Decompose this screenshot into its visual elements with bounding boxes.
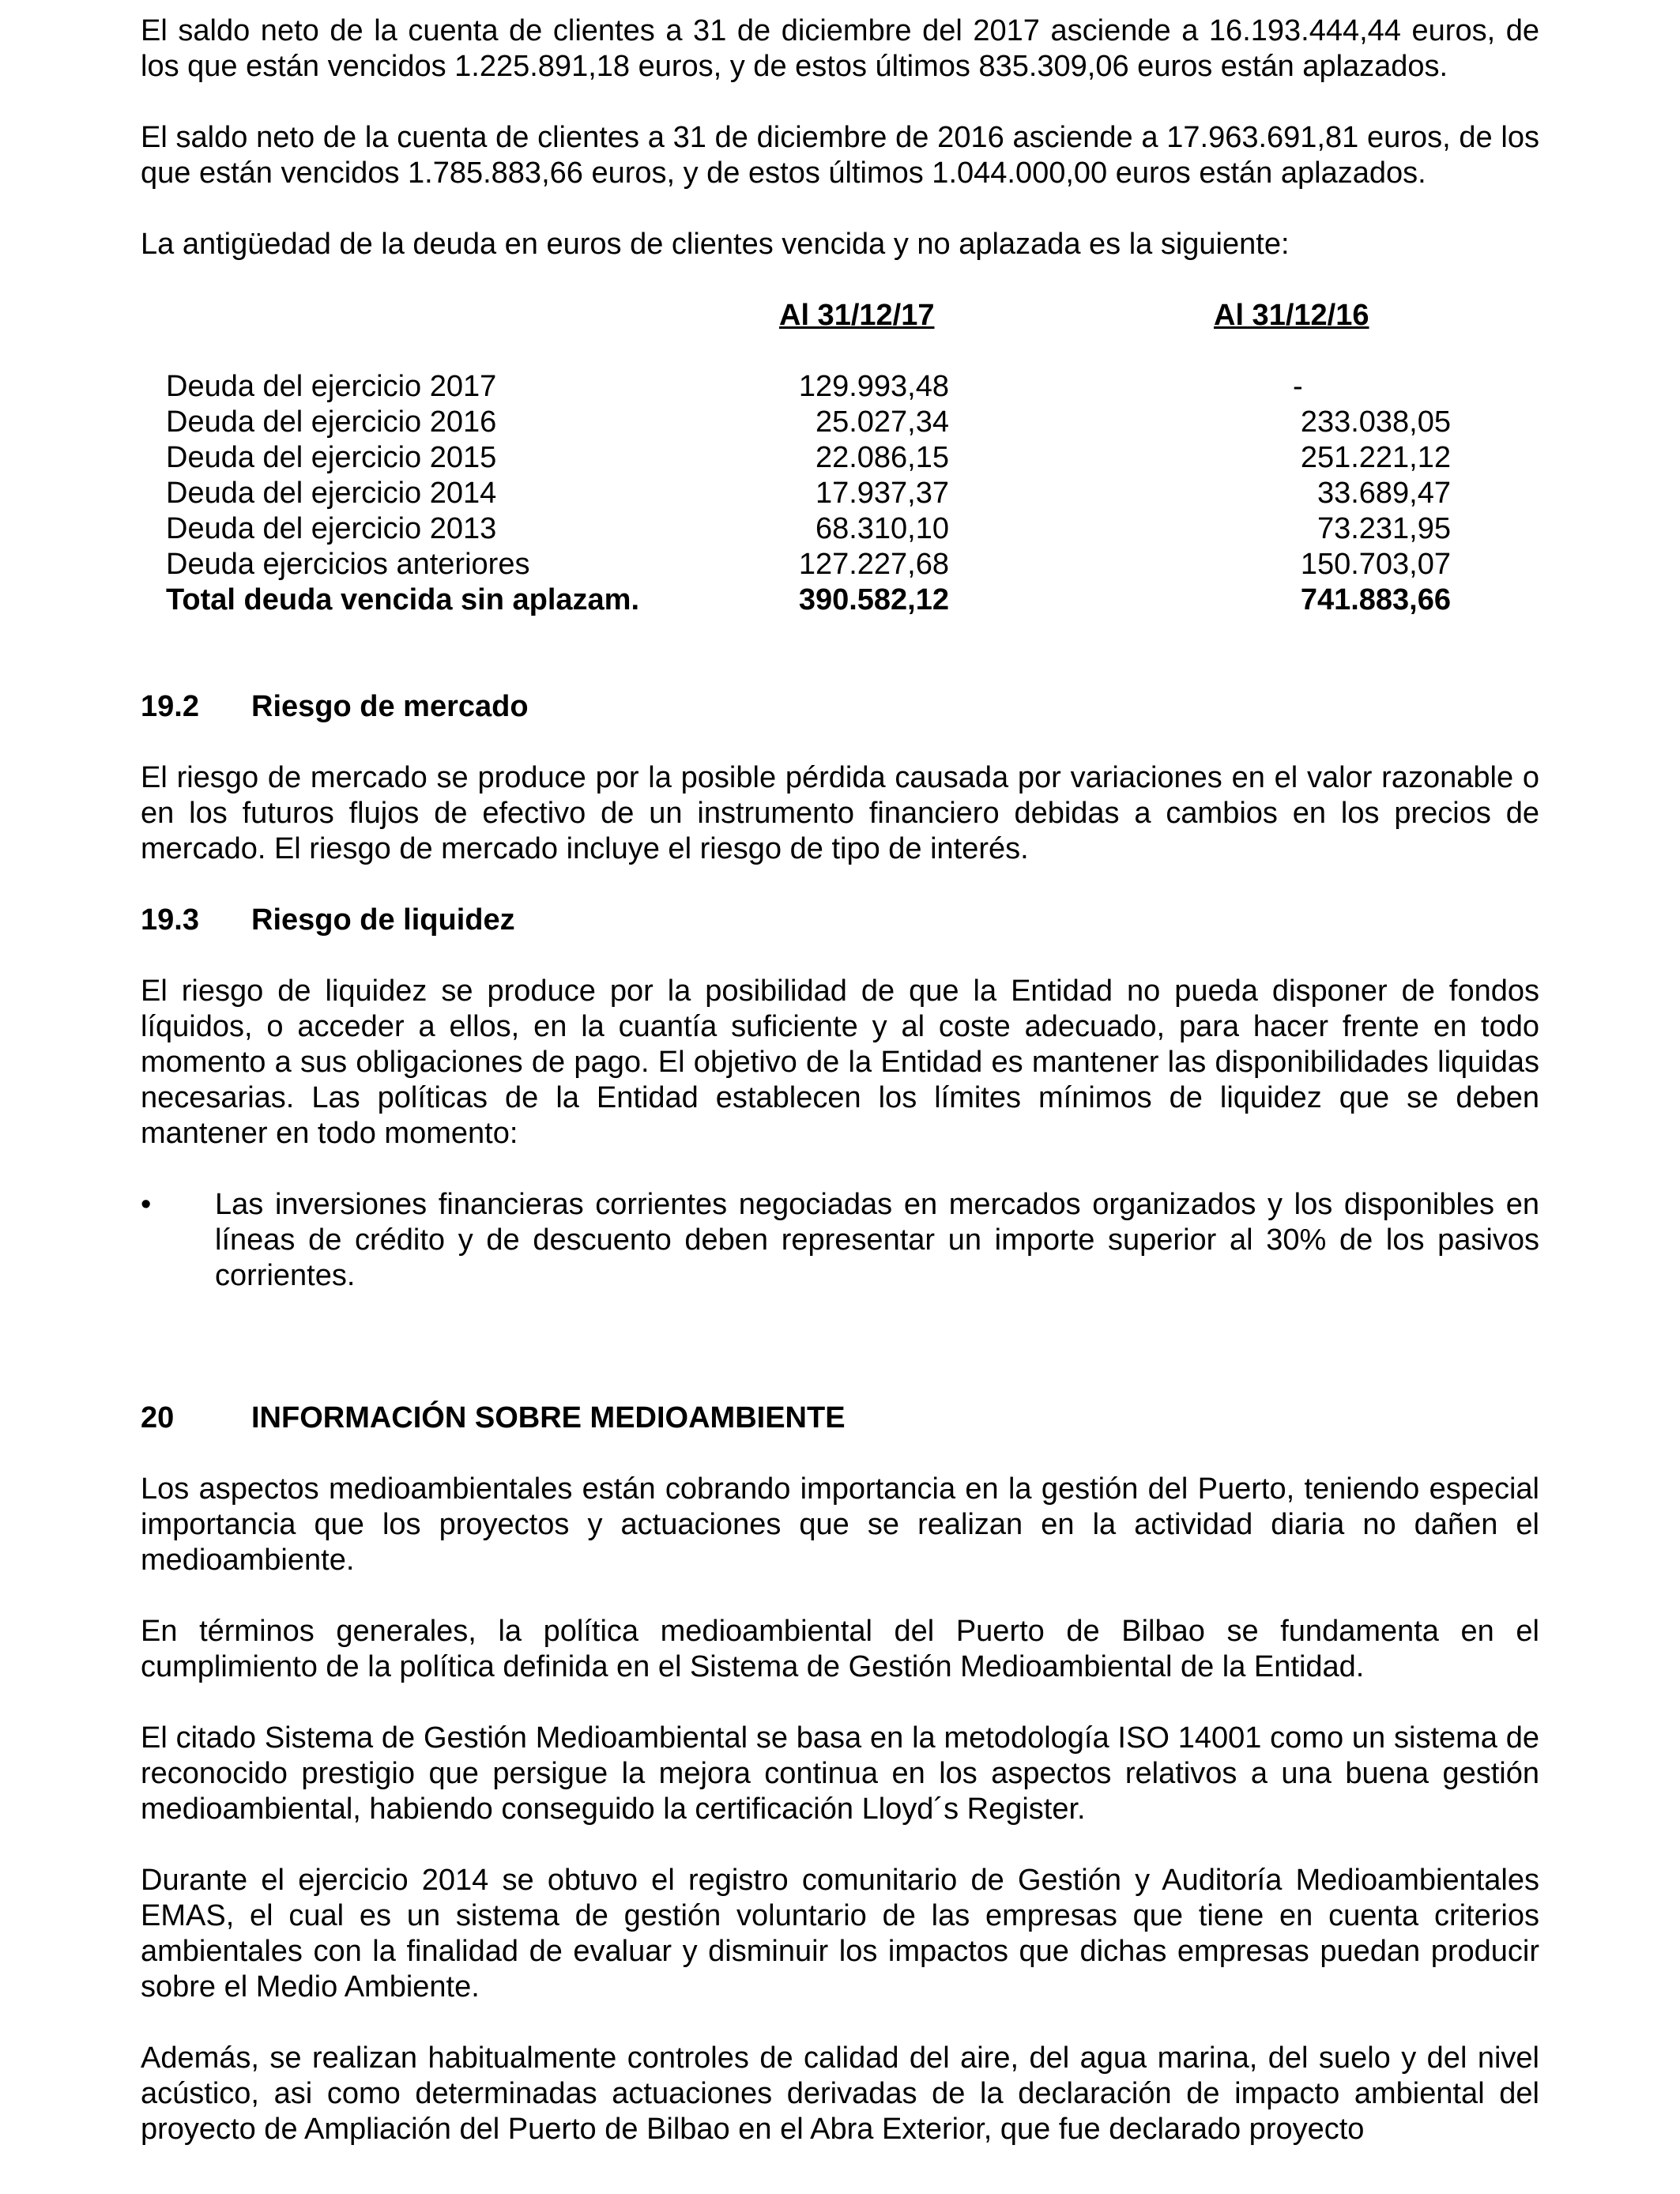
row-label: Deuda del ejercicio 2016 xyxy=(166,405,497,439)
section-heading-19-2 xyxy=(141,689,1539,725)
header-al-31-12-16: Al 31/12/16 xyxy=(1214,299,1369,332)
paragraph-medioambiente-2: En términos generales, la política medioambiental del Puerto de Bilbao se fundamenta en el cumplimiento de la política definida en el Sistema de Gestión Medioambiental de la Entidad. xyxy=(141,1615,1539,1683)
row-value-2016: 73.231,95 xyxy=(1317,512,1451,545)
row-label: Deuda del ejercicio 2013 xyxy=(166,512,497,545)
row-value-2017: 17.937,37 xyxy=(815,477,949,510)
row-value-2016: 150.703,07 xyxy=(1300,548,1451,581)
section-title: INFORMACIÓN SOBRE MEDIOAMBIENTE xyxy=(251,1401,846,1434)
table-total-row xyxy=(166,582,1451,618)
bullet-text: Las inversiones financieras corrientes negociadas en mercados organizados y los disponibles en líneas de crédito y de descuento deben representar un importe superior al 30% de los pasivos corrientes. xyxy=(215,1188,1539,1292)
row-label: Deuda del ejercicio 2017 xyxy=(166,370,497,403)
paragraph-medioambiente-5: Además, se realizan habitualmente controles de calidad del aire, del agua marina, del suelo y del nivel acústico, asi como determinadas actuaciones derivadas de la declaración de impacto ambiental del proyecto de Ampliación del Puerto de Bilbao en el Abra Exterior, que fue declarado proyecto xyxy=(141,2041,1539,2146)
row-label: Deuda del ejercicio 2014 xyxy=(166,477,497,510)
paragraph-antiguedad-intro: La antigüedad de la deuda en euros de clientes vencida y no aplazada es la siguiente: xyxy=(141,228,1290,261)
row-value-2016: 33.689,47 xyxy=(1317,477,1451,510)
section-title: Riesgo de liquidez xyxy=(251,903,515,937)
table-row xyxy=(166,476,1451,511)
paragraph-medioambiente-1: Los aspectos medioambientales están cobrando importancia en la gestión del Puerto, teniendo especial importancia que los proyectos y actuaciones que se realizan en la actividad diaria no dañen el medioambiente. xyxy=(141,1472,1539,1577)
bullet-icon: • xyxy=(141,1188,152,1221)
table-row xyxy=(166,405,1451,440)
section-heading-20 xyxy=(141,1400,1539,1436)
paragraph-riesgo-liquidez: El riesgo de liquidez se produce por la posibilidad de que la Entidad no pueda disponer de fondos líquidos, o acceder a ellos, en la cuantía suficiente y al coste adecuado, para hacer frente en todo momento a sus obligaciones de pago. El objetivo de la Entidad es mantener las disponibilidades liquidas necesarias. Las políticas de la Entidad establecen los límites mínimos de liquidez que se deben mantener en todo momento: xyxy=(141,974,1539,1150)
total-value-2017: 390.582,12 xyxy=(798,583,949,616)
table-row xyxy=(166,511,1451,547)
row-label: Deuda ejercicios anteriores xyxy=(166,548,530,581)
document-page xyxy=(141,13,1539,2147)
aging-table-header xyxy=(166,298,1451,334)
paragraph-riesgo-mercado: El riesgo de mercado se produce por la posible pérdida causada por variaciones en el valor razonable o en los futuros flujos de efectivo de un instrumento financiero debidas a cambios en los precios de mercado. El riesgo de mercado incluye el riesgo de tipo de interés. xyxy=(141,761,1539,865)
section-number: 19.2 xyxy=(141,690,199,723)
row-value-2017: 127.227,68 xyxy=(798,548,949,581)
paragraph-clientes-2016: El saldo neto de la cuenta de clientes a 31 de diciembre de 2016 asciende a 17.963.691,81 euros, de los que están vencidos 1.785.883,66 euros, y de estos últimos 1.044.000,00 euros están aplazados. xyxy=(141,121,1539,190)
table-row xyxy=(166,369,1451,405)
section-number: 20 xyxy=(141,1401,175,1434)
row-value-2016: 251.221,12 xyxy=(1300,441,1451,474)
bullet-item xyxy=(141,1187,1539,1294)
row-label: Deuda del ejercicio 2015 xyxy=(166,441,497,474)
paragraph-clientes-2017: El saldo neto de la cuenta de clientes a 31 de diciembre del 2017 asciende a 16.193.444,44 euros, de los que están vencidos 1.225.891,18 euros, y de estos últimos 835.309,06 euros están aplazados. xyxy=(141,14,1539,83)
total-label: Total deuda vencida sin aplazam. xyxy=(166,583,640,616)
section-title: Riesgo de mercado xyxy=(251,690,529,723)
table-row xyxy=(166,440,1451,476)
table-row xyxy=(166,547,1451,582)
total-value-2016: 741.883,66 xyxy=(1300,583,1451,616)
header-al-31-12-17: Al 31/12/17 xyxy=(779,299,935,332)
row-value-2016: - xyxy=(1293,370,1303,403)
row-value-2016: 233.038,05 xyxy=(1300,405,1451,439)
row-value-2017: 22.086,15 xyxy=(815,441,949,474)
section-number: 19.3 xyxy=(141,903,199,937)
paragraph-medioambiente-3: El citado Sistema de Gestión Medioambiental se basa en la metodología ISO 14001 como un sistema de reconocido prestigio que persigue la mejora continua en los aspectos relativos a una buena gestión medioambiental, habiendo conseguido la certificación Lloyd´s Register. xyxy=(141,1721,1539,1826)
row-value-2017: 129.993,48 xyxy=(798,370,949,403)
aging-table xyxy=(166,298,1451,618)
row-value-2017: 25.027,34 xyxy=(815,405,949,439)
paragraph-medioambiente-4: Durante el ejercicio 2014 se obtuvo el registro comunitario de Gestión y Auditoría Medioambientales EMAS, el cual es un sistema de gestión voluntario de las empresas que tiene en cuenta criterios ambientales con la finalidad de evaluar y disminuir los impactos que dichas empresas puedan producir sobre el Medio Ambiente. xyxy=(141,1864,1539,2004)
section-heading-19-3 xyxy=(141,903,1539,938)
row-value-2017: 68.310,10 xyxy=(815,512,949,545)
